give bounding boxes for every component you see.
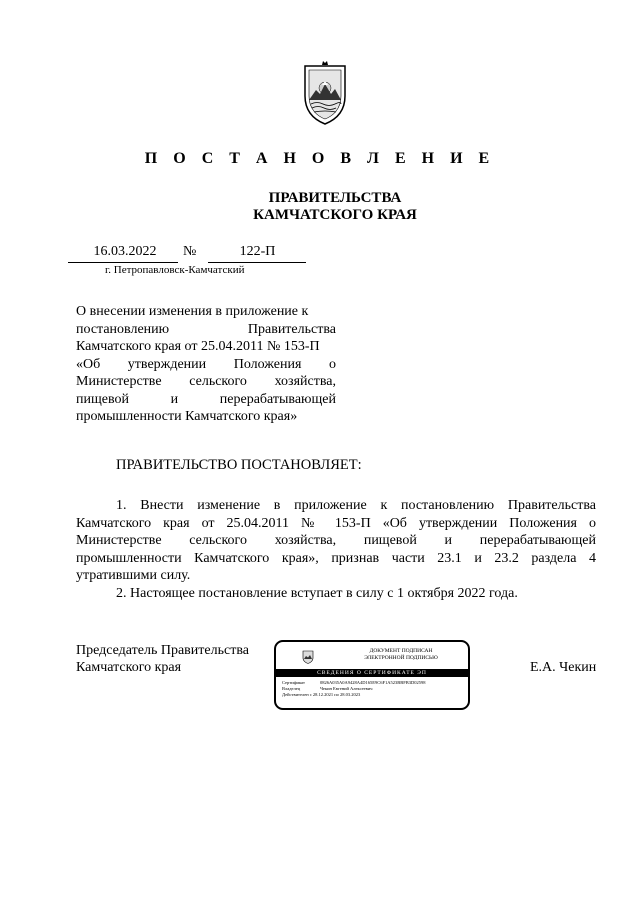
body-line: Министерстве сельского хозяйства, пищевой и перерабатывающей [76, 533, 596, 548]
stamp-row-label: Действителен с 28.12.2021 по 28.03.2023 [282, 692, 361, 697]
stamp-row [282, 692, 360, 698]
number-sign: № [183, 244, 197, 259]
subject-line: Министерстве сельского хозяйства, [76, 374, 336, 389]
signatory-name: Е.А. Чекин [530, 660, 597, 675]
number-underline [208, 262, 306, 263]
issuer-line-2: КАМЧАТСКОГО КРАЯ [253, 207, 417, 223]
subject-line: Камчатского края от 25.04.2011 № 153-П [76, 339, 320, 354]
document-number: 122-П [239, 244, 276, 259]
stamp-row-label: Сертификат [282, 680, 305, 685]
signatory-title-line-2: Камчатского края [76, 660, 182, 675]
stamp-row-label: Владелец [282, 686, 301, 691]
stamp-row-value: Чекин Евгений Алексеевич [320, 686, 373, 691]
subject-line: промышленности Камчатского края» [76, 409, 298, 424]
body-line: 1. Внести изменение в приложение к постановлению Правительства [116, 498, 596, 513]
body-line: 2. Настоящее постановление вступает в силу с 1 октября 2022 года. [116, 585, 518, 601]
subject-line: О внесении изменения в приложение к [76, 304, 309, 319]
subject-line: «Об утверждении Положения о [76, 356, 336, 372]
body-line: промышленности Камчатского края», признав части 23.1 и 23.2 раздела 4 [76, 550, 596, 566]
subject-line: постановлению Правительства [76, 321, 336, 337]
city-label: г. Петропавловск-Камчатский [105, 264, 245, 276]
issuer-line-1: ПРАВИТЕЛЬСТВА [268, 190, 402, 206]
document-date: 16.03.2022 [93, 244, 157, 259]
body-line: Камчатского края от 25.04.2011 № 153-П «Об утверждении Положения о [76, 515, 596, 531]
signatory-title-line-1: Председатель Правительства [76, 643, 249, 658]
stamp-line-1: ДОКУМЕНТ ПОДПИСАН [369, 648, 433, 654]
stamp-row-value: 0826A035A0A9428A4D165E9C6F1A523BBFB3D02598 [320, 680, 426, 685]
decree-heading: ПРАВИТЕЛЬСТВО ПОСТАНОВЛЯЕТ: [116, 457, 362, 473]
stamp-emblem-icon [302, 650, 314, 664]
e-signature-stamp [274, 640, 470, 710]
subject-line: пищевой и перерабатывающей [76, 391, 336, 407]
stamp-certificate-bar: СВЕДЕНИЯ О СЕРТИФИКАТЕ ЭП [276, 669, 468, 677]
body-line: утратившими силу. [76, 568, 191, 583]
coat-of-arms-emblem [302, 60, 348, 126]
stamp-line-2: ЭЛЕКТРОННОЙ ПОДПИСЬЮ [364, 655, 438, 661]
date-underline [68, 262, 178, 263]
document-type-title: П О С Т А Н О В Л Е Н И Е [144, 150, 496, 167]
